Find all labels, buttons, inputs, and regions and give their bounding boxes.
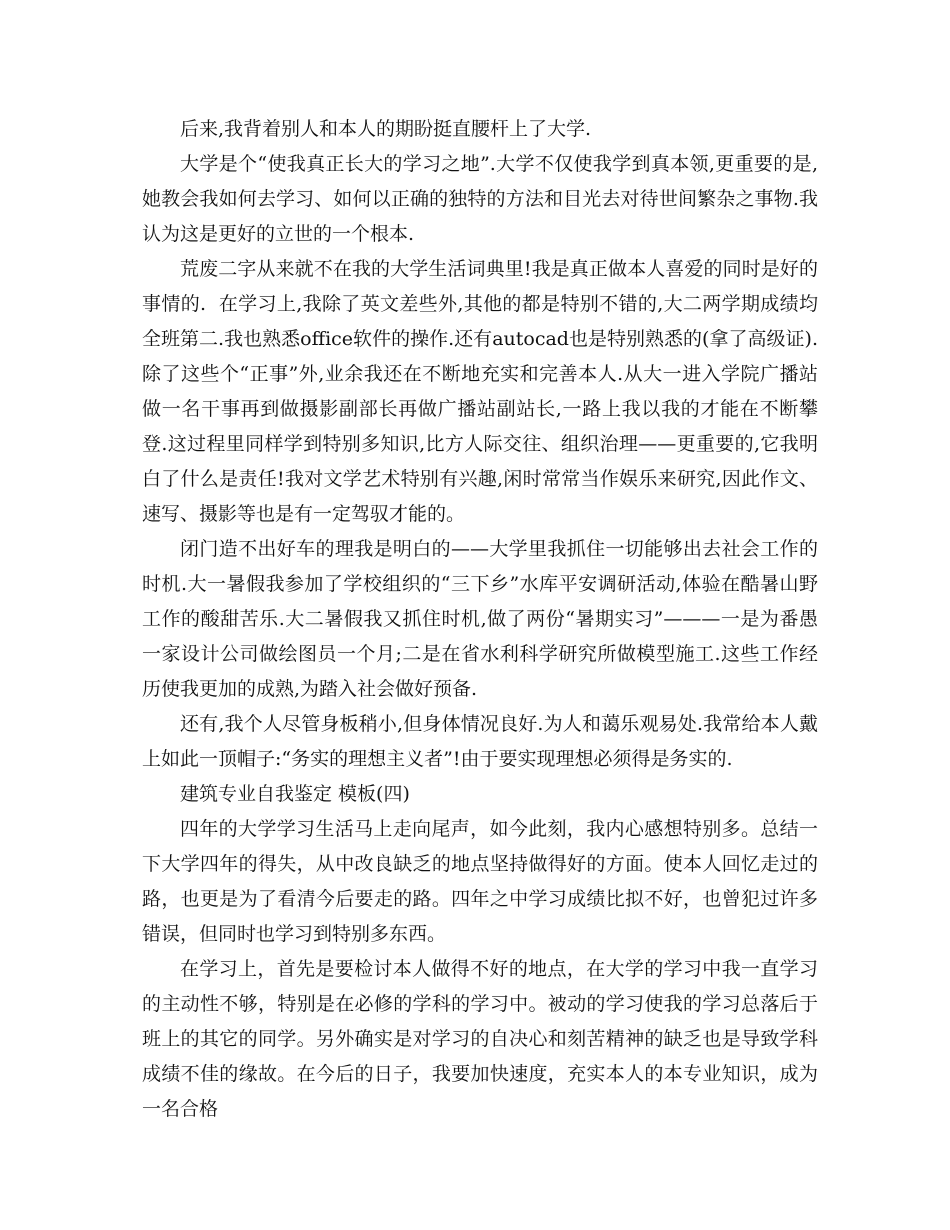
paragraph-1: 后来,我背着别人和本人的期盼挺直腰杆上了大学. [180, 118, 592, 140]
paragraph-3: 荒废二字从来就不在我的大学生活词典里!我是真正做本人喜爱的同时是好的事情的. 在学习上,我除了英文差些外,其他的都是特别不错的,大二两学期成绩均全班第二.我也熟悉office软件的操作.还有autocad也是特别熟悉的(拿了高级证).除了这些个“正事”外,业余我还在不断地充实和完善本人.从大一进入学院广播站做一名干事再到做摄影副部长再做广播站副站长,一路上我以我的才能在不断攀登.这过程里同样学到特别多知识,比方人际交往、组织治理——更重要的,它我明白了什么是责任!我对文学艺术特别有兴趣,闲时常常当作娱乐来研究,因此作文、速写、摄影等也是有一定驾驭才能的。 [142, 258, 818, 525]
document-body [142, 112, 818, 1127]
paragraph-5: 还有,我个人尽管身板稍小,但身体情况良好.为人和蔼乐观易处.我常给本人戴上如此一顶帽子:“务实的理想主义者”!由于要实现理想必须得是务实的. [142, 713, 818, 770]
section-heading: 建筑专业自我鉴定 模板(四) [180, 783, 410, 805]
paragraph-4: 闭门造不出好车的理我是明白的——大学里我抓住一切能够出去社会工作的时机.大一暑假我参加了学校组织的“三下乡”水库平安调研活动,体验在酷暑山野工作的酸甜苦乐.大二暑假我又抓住时机,做了两份“暑期实习”———一是为番愚一家设计公司做绘图员一个月;二是在省水利科学研究所做模型施工.这些工作经历使我更加的成熟,为踏入社会做好预备. [142, 538, 818, 700]
paragraph-2: 大学是个“使我真正长大的学习之地”.大学不仅使我学到真本领,更重要的是,她教会我如何去学习、如何以正确的独特的方法和目光去对待世间繁杂之事物.我认为这是更好的立世的一个根本. [142, 153, 818, 245]
paragraph-7: 在学习上，首先是要检讨本人做得不好的地点，在大学的学习中我一直学习的主动性不够，特别是在必修的学科的学习中。被动的学习使我的学习总落后于班上的其它的同学。另外确实是对学习的自决心和刻苦精神的缺乏也是导致学科成绩不佳的缘故。在今后的日子，我要加快速度，充实本人的本专业知识，成为一名合格 [142, 958, 818, 1120]
paragraph-6: 四年的大学学习生活马上走向尾声，如今此刻，我内心感想特别多。总结一下大学四年的得失，从中改良缺乏的地点坚持做得好的方面。使本人回忆走过的路，也更是为了看清今后要走的路。四年之中学习成绩比拟不好，也曾犯过许多错误，但同时也学习到特别多东西。 [142, 818, 818, 945]
